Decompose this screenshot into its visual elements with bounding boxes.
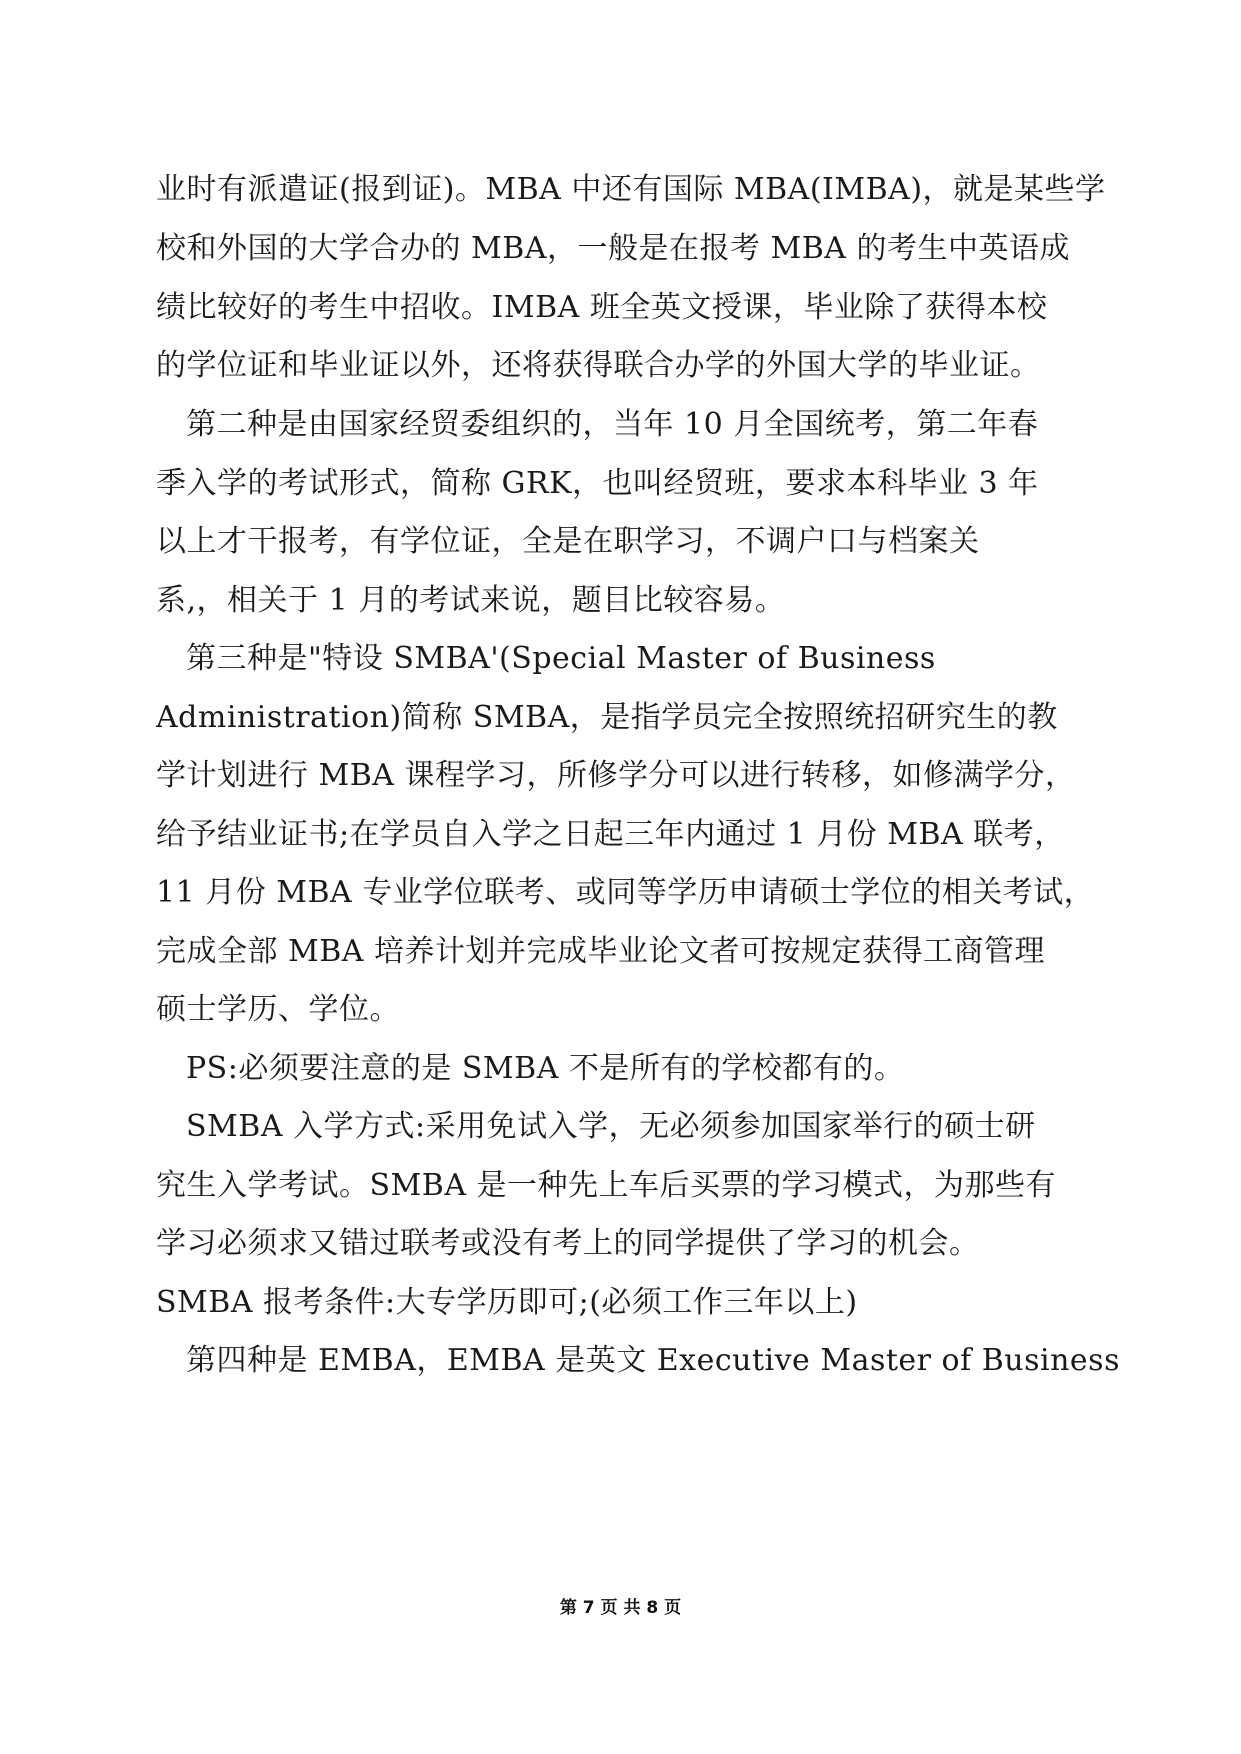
page-number-footer: 第 7 页 共 8 页 bbox=[559, 1598, 682, 1618]
paragraph-fourth-type: 第四种是 EMBA，EMBA 是英文 Executive Master of Business bbox=[186, 1343, 1120, 1378]
text-line-13: 11 月份 MBA 专业学位联考、或同等学历申请硕士学位的相关考试， bbox=[156, 875, 1095, 910]
paragraph-second-type: 第二种是由国家经贸委组织的，当年 10 月全国统考，第二年春 bbox=[186, 407, 1039, 442]
text-line-4: 的学位证和毕业证以外，还将获得联合办学的外国大学的毕业证。 bbox=[156, 348, 1041, 383]
text-line-10: Administration)简称 SMBA，是指学员完全按照统招研究生的教 bbox=[156, 700, 1058, 735]
paragraph-smba-admission: SMBA 入学方式:采用免试入学，无必须参加国家举行的硕士研 bbox=[186, 1109, 1036, 1144]
text-line-20: SMBA 报考条件:大专学历即可;(必须工作三年以上) bbox=[156, 1285, 858, 1320]
text-line-8: 系,，相关于 1 月的考试来说，题目比较容易。 bbox=[156, 583, 786, 618]
text-line-19: 学习必须求又错过联考或没有考上的同学提供了学习的机会。 bbox=[156, 1226, 980, 1261]
text-line-15: 硕士学历、学位。 bbox=[156, 992, 400, 1027]
paragraph-third-type: 第三种是"特设 SMBA'(Special Master of Business bbox=[186, 641, 936, 676]
text-line-3: 绩比较好的考生中招收。IMBA 班全英文授课，毕业除了获得本校 bbox=[156, 290, 1048, 325]
text-line-6: 季入学的考试形式，简称 GRK，也叫经贸班，要求本科毕业 3 年 bbox=[156, 466, 1039, 501]
text-line-12: 给予结业证书;在学员自入学之日起三年内通过 1 月份 MBA 联考， bbox=[156, 817, 1065, 852]
text-line-14: 完成全部 MBA 培养计划并完成毕业论文者可按规定获得工商管理 bbox=[156, 934, 1046, 969]
paragraph-ps-note: PS:必须要注意的是 SMBA 不是所有的学校都有的。 bbox=[186, 1051, 905, 1086]
text-line-11: 学计划进行 MBA 课程学习，所修学分可以进行转移，如修满学分， bbox=[156, 758, 1076, 793]
text-line-1: 业时有派遣证(报到证)。MBA 中还有国际 MBA(IMBA)，就是某些学 bbox=[156, 172, 1106, 207]
text-line-18: 究生入学考试。SMBA 是一种先上车后买票的学习模式，为那些有 bbox=[156, 1168, 1057, 1203]
text-line-2: 校和外国的大学合办的 MBA，一般是在报考 MBA 的考生中英语成 bbox=[156, 231, 1070, 266]
text-line-7: 以上才干报考，有学位证，全是在职学习，不调户口与档案关 bbox=[156, 524, 980, 559]
